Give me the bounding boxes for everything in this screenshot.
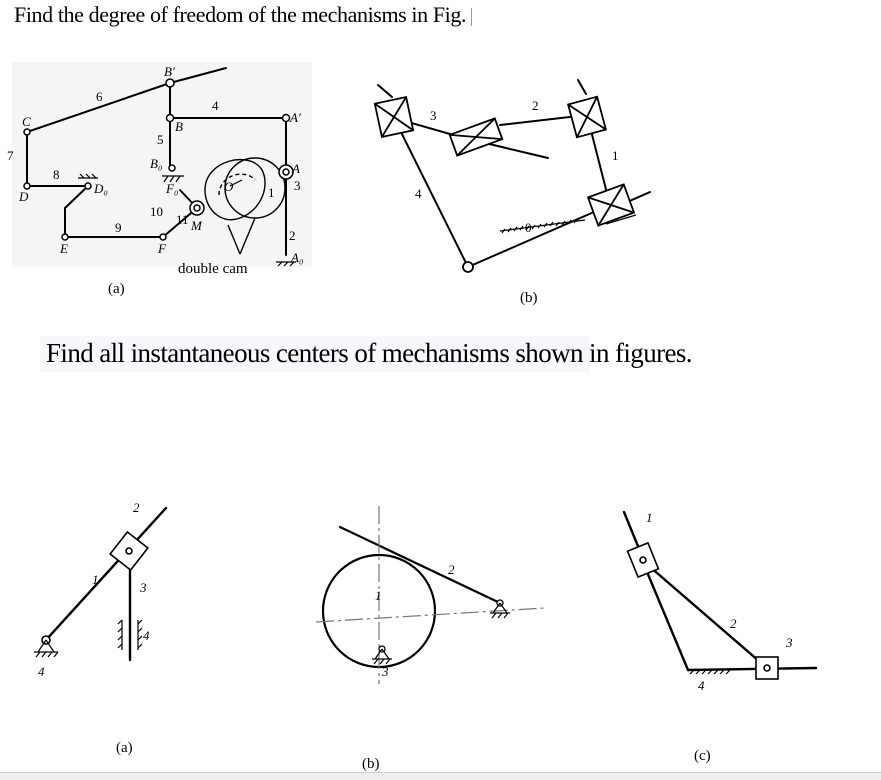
svg-text:M: M bbox=[191, 218, 202, 233]
diagram-bottom-c-slider-crank bbox=[610, 500, 830, 770]
diagram-mechanism-sliders bbox=[360, 70, 680, 310]
diagram-bottom-a-rocker-slider bbox=[20, 500, 210, 770]
svg-text:3: 3 bbox=[786, 635, 793, 650]
svg-text:D₀: D₀ bbox=[94, 181, 108, 196]
svg-text:B: B bbox=[175, 119, 183, 134]
svg-text:4: 4 bbox=[38, 664, 45, 679]
svg-text:0: 0 bbox=[525, 220, 532, 235]
question-instantaneous-centers: Find all instantaneous centers of mechanisms shown in figures. bbox=[46, 338, 692, 368]
svg-text:A₀: A₀ bbox=[291, 250, 304, 265]
svg-text:5: 5 bbox=[157, 132, 164, 147]
svg-text:2: 2 bbox=[448, 562, 455, 577]
svg-text:3: 3 bbox=[382, 664, 389, 679]
svg-text:3: 3 bbox=[294, 178, 301, 193]
svg-text:8: 8 bbox=[53, 167, 60, 182]
svg-text:A′: A′ bbox=[290, 110, 301, 125]
svg-text:1: 1 bbox=[268, 185, 275, 200]
svg-text:F: F bbox=[158, 241, 166, 256]
svg-text:(b): (b) bbox=[520, 290, 538, 306]
svg-text:9: 9 bbox=[115, 220, 122, 235]
svg-text:1: 1 bbox=[646, 510, 653, 525]
svg-text:2: 2 bbox=[289, 228, 296, 243]
svg-text:O: O bbox=[224, 179, 234, 194]
svg-text:1: 1 bbox=[375, 588, 382, 603]
svg-text:E: E bbox=[60, 241, 68, 256]
svg-text:C: C bbox=[22, 114, 31, 129]
question-dof-title: Find the degree of freedom of the mechanisms in Fig. bbox=[14, 2, 472, 28]
svg-text:double cam: double cam bbox=[178, 261, 248, 277]
diagram-mechanism-double-cam bbox=[0, 60, 330, 300]
svg-text:B₀: B₀ bbox=[150, 156, 163, 171]
svg-text:2: 2 bbox=[730, 616, 737, 631]
svg-text:3: 3 bbox=[140, 580, 147, 595]
svg-text:A: A bbox=[292, 161, 300, 176]
svg-text:1: 1 bbox=[612, 148, 619, 163]
svg-text:6: 6 bbox=[96, 89, 103, 104]
svg-text:7: 7 bbox=[7, 148, 14, 163]
svg-text:4: 4 bbox=[143, 628, 150, 643]
svg-text:(b): (b) bbox=[362, 756, 380, 772]
svg-text:D: D bbox=[19, 189, 29, 204]
svg-text:(a): (a) bbox=[108, 281, 125, 297]
svg-text:4: 4 bbox=[415, 186, 422, 201]
diagram-bottom-b-circle-tangent bbox=[300, 500, 550, 770]
svg-text:1: 1 bbox=[92, 572, 99, 587]
svg-text:(a): (a) bbox=[116, 740, 133, 756]
svg-text:(c): (c) bbox=[694, 748, 711, 764]
svg-text:11: 11 bbox=[176, 212, 189, 227]
svg-text:2: 2 bbox=[133, 500, 140, 515]
svg-text:B′: B′ bbox=[164, 64, 175, 79]
svg-text:10: 10 bbox=[150, 204, 163, 219]
svg-text:2: 2 bbox=[532, 98, 539, 113]
svg-text:4: 4 bbox=[698, 678, 705, 693]
svg-text:4: 4 bbox=[212, 98, 219, 113]
svg-text:3: 3 bbox=[430, 108, 437, 123]
svg-text:F₀: F₀ bbox=[166, 181, 179, 196]
